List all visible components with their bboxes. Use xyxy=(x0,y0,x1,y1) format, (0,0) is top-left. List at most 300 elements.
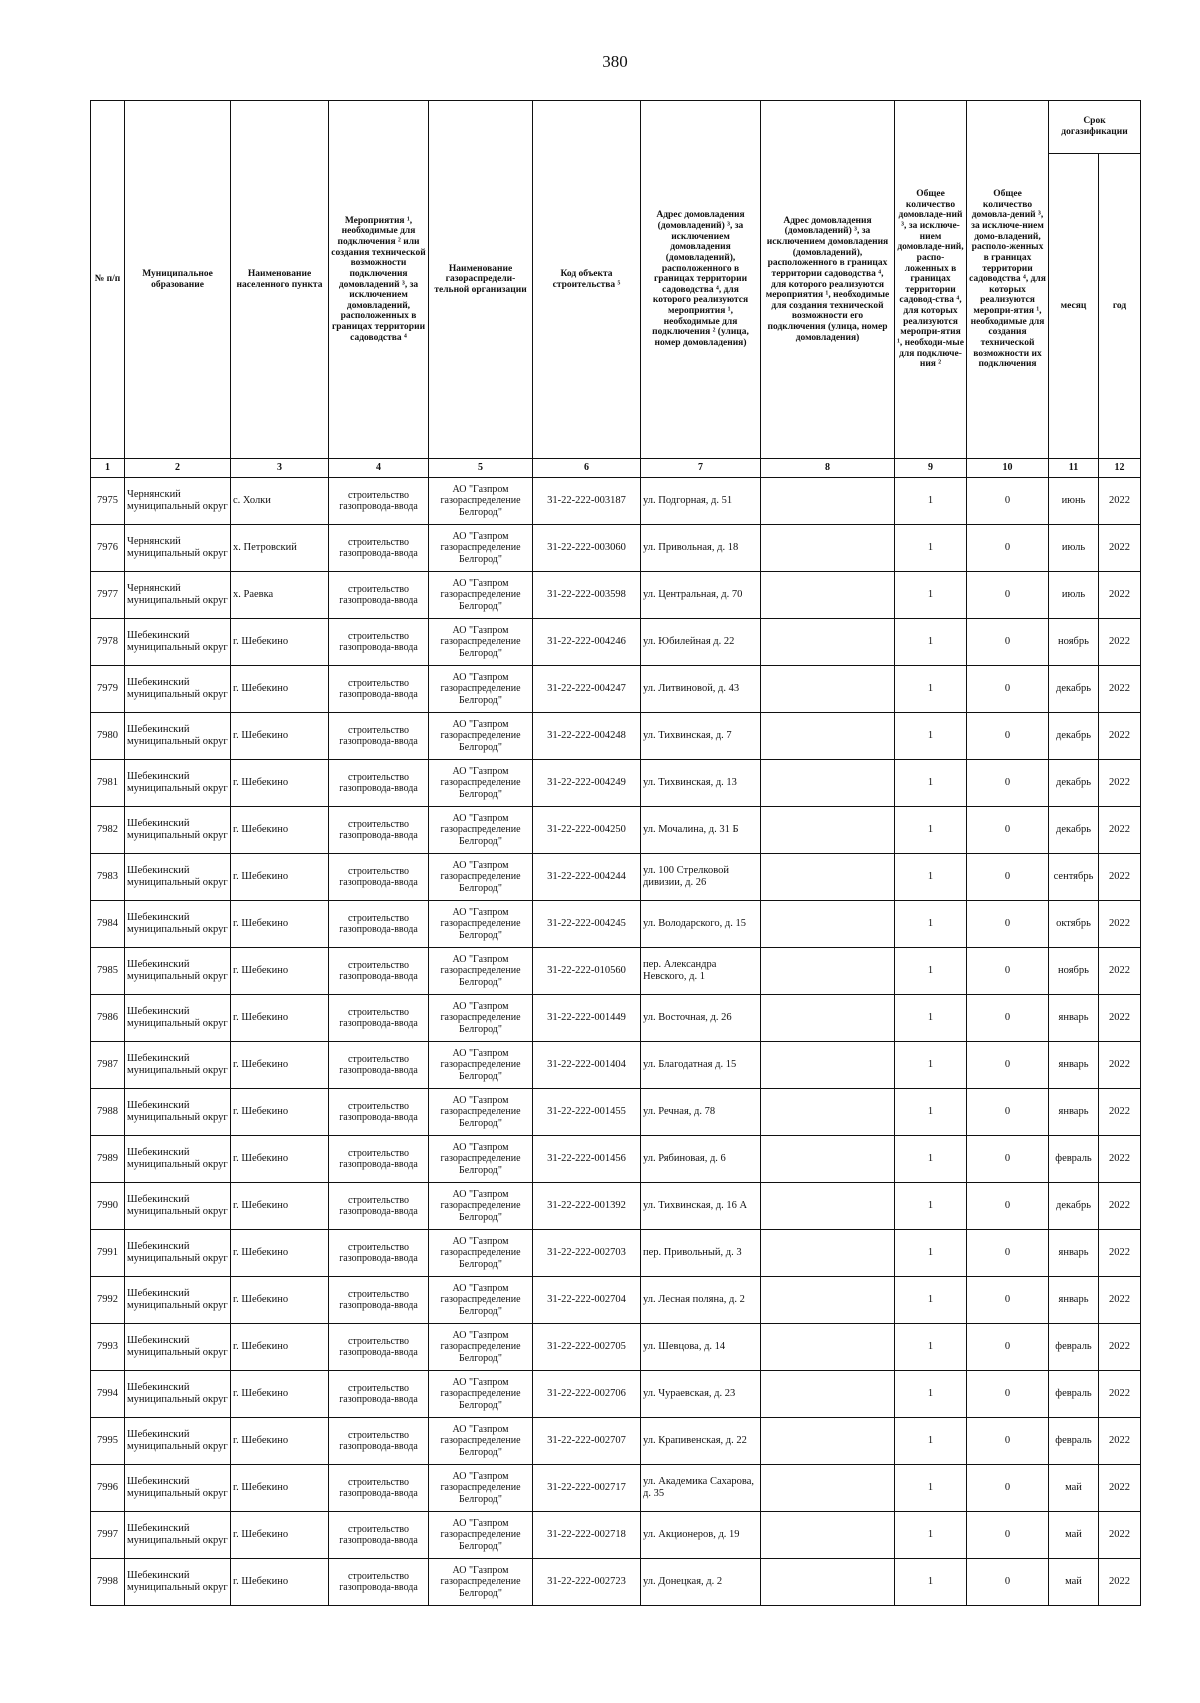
header-address: Адрес домовладения (домовладений) ³, за исключением домовладения (домовладений), расположенного в границах территории садоводства ⁴, для которого реализуются мероприятия ¹, необходимые для подключения ² (улица, номер домовладения) xyxy=(641,101,761,459)
month-cell: май xyxy=(1049,1512,1099,1559)
total-conn-cell: 1 xyxy=(895,1183,967,1230)
object-code-cell: 31-22-222-002717 xyxy=(533,1465,641,1512)
header-address-tech: Адрес домовладения (домовладений) ³, за исключением домовладения (домовладений), расположенного в границах территории садоводства ⁴, для которого реализуются мероприятия ¹, необходимые для создания технической возможности его подключения (улица, номер домовладения) xyxy=(761,101,895,459)
column-number: 8 xyxy=(761,459,895,478)
total-tech-cell: 0 xyxy=(967,1277,1049,1324)
total-conn-cell: 1 xyxy=(895,854,967,901)
municipality-cell: Шебекинский муниципальный округ xyxy=(125,854,231,901)
table-row xyxy=(91,1089,1141,1136)
org-cell: АО "Газпром газораспределение Белгород" xyxy=(429,995,533,1042)
row-number: 7984 xyxy=(91,901,125,948)
settlement-cell: г. Шебекино xyxy=(231,1324,329,1371)
column-number-row xyxy=(91,459,1141,478)
settlement-cell: с. Холки xyxy=(231,478,329,525)
row-number: 7998 xyxy=(91,1559,125,1606)
address-cell: ул. Рябиновая, д. 6 xyxy=(641,1136,761,1183)
address-tech-cell xyxy=(761,854,895,901)
measures-cell: строительство газопровода-ввода xyxy=(329,1465,429,1512)
org-cell: АО "Газпром газораспределение Белгород" xyxy=(429,1089,533,1136)
gasification-table xyxy=(90,100,1141,1606)
object-code-cell: 31-22-222-004246 xyxy=(533,619,641,666)
total-conn-cell: 1 xyxy=(895,948,967,995)
org-cell: АО "Газпром газораспределение Белгород" xyxy=(429,807,533,854)
org-cell: АО "Газпром газораспределение Белгород" xyxy=(429,948,533,995)
object-code-cell: 31-22-222-001392 xyxy=(533,1183,641,1230)
header-code: Код объекта строительства ⁵ xyxy=(533,101,641,459)
table-row xyxy=(91,760,1141,807)
address-tech-cell xyxy=(761,1371,895,1418)
row-number: 7979 xyxy=(91,666,125,713)
settlement-cell: г. Шебекино xyxy=(231,619,329,666)
address-cell: пер. Александра Невского, д. 1 xyxy=(641,948,761,995)
settlement-cell: г. Шебекино xyxy=(231,948,329,995)
total-tech-cell: 0 xyxy=(967,1183,1049,1230)
org-cell: АО "Газпром газораспределение Белгород" xyxy=(429,619,533,666)
object-code-cell: 31-22-222-004245 xyxy=(533,901,641,948)
measures-cell: строительство газопровода-ввода xyxy=(329,995,429,1042)
year-cell: 2022 xyxy=(1099,1230,1141,1277)
settlement-cell: х. Петровский xyxy=(231,525,329,572)
year-cell: 2022 xyxy=(1099,807,1141,854)
table-row xyxy=(91,713,1141,760)
month-cell: сентябрь xyxy=(1049,854,1099,901)
table-row xyxy=(91,901,1141,948)
measures-cell: строительство газопровода-ввода xyxy=(329,619,429,666)
table-row xyxy=(91,1324,1141,1371)
object-code-cell: 31-22-222-002706 xyxy=(533,1371,641,1418)
column-number: 5 xyxy=(429,459,533,478)
municipality-cell: Шебекинский муниципальный округ xyxy=(125,948,231,995)
measures-cell: строительство газопровода-ввода xyxy=(329,1277,429,1324)
org-cell: АО "Газпром газораспределение Белгород" xyxy=(429,1230,533,1277)
org-cell: АО "Газпром газораспределение Белгород" xyxy=(429,1324,533,1371)
column-number: 7 xyxy=(641,459,761,478)
month-cell: январь xyxy=(1049,1230,1099,1277)
total-conn-cell: 1 xyxy=(895,1559,967,1606)
settlement-cell: х. Раевка xyxy=(231,572,329,619)
total-conn-cell: 1 xyxy=(895,1089,967,1136)
row-number: 7985 xyxy=(91,948,125,995)
object-code-cell: 31-22-222-001449 xyxy=(533,995,641,1042)
month-cell: февраль xyxy=(1049,1371,1099,1418)
address-tech-cell xyxy=(761,807,895,854)
org-cell: АО "Газпром газораспределение Белгород" xyxy=(429,1465,533,1512)
total-tech-cell: 0 xyxy=(967,807,1049,854)
object-code-cell: 31-22-222-004250 xyxy=(533,807,641,854)
address-cell: ул. Восточная, д. 26 xyxy=(641,995,761,1042)
measures-cell: строительство газопровода-ввода xyxy=(329,1042,429,1089)
address-cell: ул. Мочалина, д. 31 Б xyxy=(641,807,761,854)
municipality-cell: Шебекинский муниципальный округ xyxy=(125,1042,231,1089)
month-cell: декабрь xyxy=(1049,760,1099,807)
total-tech-cell: 0 xyxy=(967,1465,1049,1512)
municipality-cell: Шебекинский муниципальный округ xyxy=(125,1324,231,1371)
address-tech-cell xyxy=(761,1042,895,1089)
row-number: 7988 xyxy=(91,1089,125,1136)
total-conn-cell: 1 xyxy=(895,525,967,572)
settlement-cell: г. Шебекино xyxy=(231,713,329,760)
object-code-cell: 31-22-222-002704 xyxy=(533,1277,641,1324)
measures-cell: строительство газопровода-ввода xyxy=(329,1230,429,1277)
settlement-cell: г. Шебекино xyxy=(231,1371,329,1418)
year-cell: 2022 xyxy=(1099,1136,1141,1183)
table-row xyxy=(91,1559,1141,1606)
address-cell: ул. Тихвинская, д. 7 xyxy=(641,713,761,760)
org-cell: АО "Газпром газораспределение Белгород" xyxy=(429,854,533,901)
column-number: 1 xyxy=(91,459,125,478)
month-cell: июнь xyxy=(1049,478,1099,525)
header-year: год xyxy=(1099,154,1141,459)
table-row xyxy=(91,1136,1141,1183)
table-row xyxy=(91,572,1141,619)
org-cell: АО "Газпром газораспределение Белгород" xyxy=(429,572,533,619)
settlement-cell: г. Шебекино xyxy=(231,1512,329,1559)
year-cell: 2022 xyxy=(1099,854,1141,901)
address-tech-cell xyxy=(761,948,895,995)
address-tech-cell xyxy=(761,760,895,807)
month-cell: июль xyxy=(1049,572,1099,619)
municipality-cell: Шебекинский муниципальный округ xyxy=(125,1465,231,1512)
year-cell: 2022 xyxy=(1099,1183,1141,1230)
measures-cell: строительство газопровода-ввода xyxy=(329,525,429,572)
month-cell: ноябрь xyxy=(1049,619,1099,666)
address-cell: ул. Привольная, д. 18 xyxy=(641,525,761,572)
address-cell: пер. Привольный, д. 3 xyxy=(641,1230,761,1277)
settlement-cell: г. Шебекино xyxy=(231,1042,329,1089)
month-cell: май xyxy=(1049,1465,1099,1512)
total-conn-cell: 1 xyxy=(895,478,967,525)
settlement-cell: г. Шебекино xyxy=(231,995,329,1042)
year-cell: 2022 xyxy=(1099,1512,1141,1559)
municipality-cell: Шебекинский муниципальный округ xyxy=(125,713,231,760)
address-tech-cell xyxy=(761,995,895,1042)
municipality-cell: Шебекинский муниципальный округ xyxy=(125,1371,231,1418)
table-row xyxy=(91,1465,1141,1512)
municipality-cell: Шебекинский муниципальный округ xyxy=(125,619,231,666)
org-cell: АО "Газпром газораспределение Белгород" xyxy=(429,1371,533,1418)
total-tech-cell: 0 xyxy=(967,948,1049,995)
total-tech-cell: 0 xyxy=(967,1230,1049,1277)
header-total-conn: Общее количество домовладе-ний ³, за исключе-нием домовладе-ний, распо-ложенных в границах территории садовод-ства ⁴, для которых реализуются меропри-ятия ¹, необходи-мые для подключе-ния ² xyxy=(895,101,967,459)
municipality-cell: Шебекинский муниципальный округ xyxy=(125,1230,231,1277)
total-conn-cell: 1 xyxy=(895,1418,967,1465)
org-cell: АО "Газпром газораспределение Белгород" xyxy=(429,1183,533,1230)
row-number: 7990 xyxy=(91,1183,125,1230)
address-tech-cell xyxy=(761,1089,895,1136)
municipality-cell: Шебекинский муниципальный округ xyxy=(125,1559,231,1606)
object-code-cell: 31-22-222-003187 xyxy=(533,478,641,525)
org-cell: АО "Газпром газораспределение Белгород" xyxy=(429,713,533,760)
address-cell: ул. Подгорная, д. 51 xyxy=(641,478,761,525)
measures-cell: строительство газопровода-ввода xyxy=(329,478,429,525)
municipality-cell: Шебекинский муниципальный округ xyxy=(125,1089,231,1136)
settlement-cell: г. Шебекино xyxy=(231,807,329,854)
measures-cell: строительство газопровода-ввода xyxy=(329,1089,429,1136)
address-tech-cell xyxy=(761,619,895,666)
year-cell: 2022 xyxy=(1099,1559,1141,1606)
year-cell: 2022 xyxy=(1099,1324,1141,1371)
address-tech-cell xyxy=(761,1465,895,1512)
row-number: 7978 xyxy=(91,619,125,666)
measures-cell: строительство газопровода-ввода xyxy=(329,901,429,948)
month-cell: февраль xyxy=(1049,1136,1099,1183)
object-code-cell: 31-22-222-003060 xyxy=(533,525,641,572)
table-row xyxy=(91,995,1141,1042)
year-cell: 2022 xyxy=(1099,901,1141,948)
org-cell: АО "Газпром газораспределение Белгород" xyxy=(429,901,533,948)
org-cell: АО "Газпром газораспределение Белгород" xyxy=(429,1418,533,1465)
row-number: 7986 xyxy=(91,995,125,1042)
measures-cell: строительство газопровода-ввода xyxy=(329,1183,429,1230)
address-cell: ул. Речная, д. 78 xyxy=(641,1089,761,1136)
address-tech-cell xyxy=(761,478,895,525)
address-tech-cell xyxy=(761,1512,895,1559)
year-cell: 2022 xyxy=(1099,1465,1141,1512)
address-tech-cell xyxy=(761,1183,895,1230)
table-row xyxy=(91,478,1141,525)
total-tech-cell: 0 xyxy=(967,760,1049,807)
table-row xyxy=(91,525,1141,572)
total-conn-cell: 1 xyxy=(895,1277,967,1324)
measures-cell: строительство газопровода-ввода xyxy=(329,713,429,760)
measures-cell: строительство газопровода-ввода xyxy=(329,1512,429,1559)
total-tech-cell: 0 xyxy=(967,1418,1049,1465)
row-number: 7976 xyxy=(91,525,125,572)
object-code-cell: 31-22-222-004249 xyxy=(533,760,641,807)
table-row xyxy=(91,948,1141,995)
address-cell: ул. Крапивенская, д. 22 xyxy=(641,1418,761,1465)
table-row xyxy=(91,854,1141,901)
municipality-cell: Шебекинский муниципальный округ xyxy=(125,760,231,807)
month-cell: декабрь xyxy=(1049,666,1099,713)
header-row xyxy=(91,101,1141,154)
total-conn-cell: 1 xyxy=(895,760,967,807)
org-cell: АО "Газпром газораспределение Белгород" xyxy=(429,525,533,572)
month-cell: январь xyxy=(1049,1042,1099,1089)
address-tech-cell xyxy=(761,666,895,713)
address-tech-cell xyxy=(761,1277,895,1324)
total-tech-cell: 0 xyxy=(967,713,1049,760)
table-row xyxy=(91,1042,1141,1089)
object-code-cell: 31-22-222-002718 xyxy=(533,1512,641,1559)
year-cell: 2022 xyxy=(1099,948,1141,995)
row-number: 7993 xyxy=(91,1324,125,1371)
year-cell: 2022 xyxy=(1099,666,1141,713)
municipality-cell: Шебекинский муниципальный округ xyxy=(125,666,231,713)
address-cell: ул. Акционеров, д. 19 xyxy=(641,1512,761,1559)
total-tech-cell: 0 xyxy=(967,1512,1049,1559)
address-cell: ул. Чураевская, д. 23 xyxy=(641,1371,761,1418)
month-cell: декабрь xyxy=(1049,713,1099,760)
address-cell: ул. Благодатная д. 15 xyxy=(641,1042,761,1089)
measures-cell: строительство газопровода-ввода xyxy=(329,666,429,713)
year-cell: 2022 xyxy=(1099,760,1141,807)
total-tech-cell: 0 xyxy=(967,995,1049,1042)
measures-cell: строительство газопровода-ввода xyxy=(329,1418,429,1465)
address-cell: ул. Центральная, д. 70 xyxy=(641,572,761,619)
month-cell: январь xyxy=(1049,1089,1099,1136)
municipality-cell: Чернянский муниципальный округ xyxy=(125,572,231,619)
month-cell: октябрь xyxy=(1049,901,1099,948)
measures-cell: строительство газопровода-ввода xyxy=(329,760,429,807)
year-cell: 2022 xyxy=(1099,572,1141,619)
settlement-cell: г. Шебекино xyxy=(231,1230,329,1277)
object-code-cell: 31-22-222-003598 xyxy=(533,572,641,619)
org-cell: АО "Газпром газораспределение Белгород" xyxy=(429,1277,533,1324)
address-tech-cell xyxy=(761,572,895,619)
header-municipality: Муниципальное образование xyxy=(125,101,231,459)
year-cell: 2022 xyxy=(1099,525,1141,572)
header-settlement: Наименование населенного пункта xyxy=(231,101,329,459)
measures-cell: строительство газопровода-ввода xyxy=(329,1324,429,1371)
header-measures: Мероприятия ¹, необходимые для подключения ² или создания технической возможности подключения домовладений ³, за исключением домовладений, расположенных в границах территории садоводства ⁴ xyxy=(329,101,429,459)
year-cell: 2022 xyxy=(1099,1042,1141,1089)
address-tech-cell xyxy=(761,1230,895,1277)
table-row xyxy=(91,1418,1141,1465)
row-number: 7989 xyxy=(91,1136,125,1183)
address-cell: ул. Тихвинская, д. 16 А xyxy=(641,1183,761,1230)
address-cell: ул. Шевцова, д. 14 xyxy=(641,1324,761,1371)
table-row xyxy=(91,1183,1141,1230)
total-conn-cell: 1 xyxy=(895,807,967,854)
table-row xyxy=(91,807,1141,854)
object-code-cell: 31-22-222-004244 xyxy=(533,854,641,901)
table-row xyxy=(91,1371,1141,1418)
address-tech-cell xyxy=(761,1418,895,1465)
total-tech-cell: 0 xyxy=(967,619,1049,666)
address-tech-cell xyxy=(761,1559,895,1606)
org-cell: АО "Газпром газораспределение Белгород" xyxy=(429,1042,533,1089)
column-number: 6 xyxy=(533,459,641,478)
object-code-cell: 31-22-222-002707 xyxy=(533,1418,641,1465)
row-number: 7991 xyxy=(91,1230,125,1277)
total-tech-cell: 0 xyxy=(967,1136,1049,1183)
column-number: 11 xyxy=(1049,459,1099,478)
month-cell: ноябрь xyxy=(1049,948,1099,995)
year-cell: 2022 xyxy=(1099,619,1141,666)
municipality-cell: Шебекинский муниципальный округ xyxy=(125,901,231,948)
total-tech-cell: 0 xyxy=(967,1042,1049,1089)
settlement-cell: г. Шебекино xyxy=(231,760,329,807)
month-cell: июль xyxy=(1049,525,1099,572)
table-body xyxy=(91,478,1141,1606)
total-conn-cell: 1 xyxy=(895,1512,967,1559)
table-row xyxy=(91,1230,1141,1277)
object-code-cell: 31-22-222-002705 xyxy=(533,1324,641,1371)
municipality-cell: Чернянский муниципальный округ xyxy=(125,478,231,525)
org-cell: АО "Газпром газораспределение Белгород" xyxy=(429,1136,533,1183)
year-cell: 2022 xyxy=(1099,995,1141,1042)
page-number: 380 xyxy=(602,52,628,71)
year-cell: 2022 xyxy=(1099,1089,1141,1136)
measures-cell: строительство газопровода-ввода xyxy=(329,807,429,854)
total-tech-cell: 0 xyxy=(967,572,1049,619)
column-number: 4 xyxy=(329,459,429,478)
total-tech-cell: 0 xyxy=(967,1089,1049,1136)
municipality-cell: Чернянский муниципальный округ xyxy=(125,525,231,572)
row-number: 7997 xyxy=(91,1512,125,1559)
total-tech-cell: 0 xyxy=(967,854,1049,901)
address-cell: ул. Тихвинская, д. 13 xyxy=(641,760,761,807)
total-conn-cell: 1 xyxy=(895,572,967,619)
settlement-cell: г. Шебекино xyxy=(231,1277,329,1324)
measures-cell: строительство газопровода-ввода xyxy=(329,572,429,619)
total-conn-cell: 1 xyxy=(895,1230,967,1277)
header-num: № п/п xyxy=(91,101,125,459)
row-number: 7992 xyxy=(91,1277,125,1324)
municipality-cell: Шебекинский муниципальный округ xyxy=(125,807,231,854)
total-conn-cell: 1 xyxy=(895,1042,967,1089)
year-cell: 2022 xyxy=(1099,1418,1141,1465)
object-code-cell: 31-22-222-002703 xyxy=(533,1230,641,1277)
total-tech-cell: 0 xyxy=(967,666,1049,713)
total-conn-cell: 1 xyxy=(895,1371,967,1418)
org-cell: АО "Газпром газораспределение Белгород" xyxy=(429,1512,533,1559)
object-code-cell: 31-22-222-004248 xyxy=(533,713,641,760)
address-cell: ул. Юбилейная д. 22 xyxy=(641,619,761,666)
total-conn-cell: 1 xyxy=(895,995,967,1042)
month-cell: февраль xyxy=(1049,1324,1099,1371)
measures-cell: строительство газопровода-ввода xyxy=(329,1136,429,1183)
measures-cell: строительство газопровода-ввода xyxy=(329,854,429,901)
total-tech-cell: 0 xyxy=(967,901,1049,948)
address-cell: ул. 100 Стрелковой дивизии, д. 26 xyxy=(641,854,761,901)
object-code-cell: 31-22-222-001404 xyxy=(533,1042,641,1089)
month-cell: январь xyxy=(1049,995,1099,1042)
row-number: 7975 xyxy=(91,478,125,525)
address-tech-cell xyxy=(761,1324,895,1371)
month-cell: февраль xyxy=(1049,1418,1099,1465)
header-term: Срок догазификации xyxy=(1049,101,1141,154)
total-tech-cell: 0 xyxy=(967,478,1049,525)
settlement-cell: г. Шебекино xyxy=(231,1136,329,1183)
settlement-cell: г. Шебекино xyxy=(231,1465,329,1512)
year-cell: 2022 xyxy=(1099,713,1141,760)
total-conn-cell: 1 xyxy=(895,619,967,666)
table-row xyxy=(91,619,1141,666)
row-number: 7977 xyxy=(91,572,125,619)
settlement-cell: г. Шебекино xyxy=(231,1089,329,1136)
total-tech-cell: 0 xyxy=(967,1371,1049,1418)
address-cell: ул. Литвиновой, д. 43 xyxy=(641,666,761,713)
municipality-cell: Шебекинский муниципальный округ xyxy=(125,1136,231,1183)
month-cell: май xyxy=(1049,1559,1099,1606)
total-tech-cell: 0 xyxy=(967,1324,1049,1371)
header-month: месяц xyxy=(1049,154,1099,459)
column-number: 2 xyxy=(125,459,231,478)
object-code-cell: 31-22-222-002723 xyxy=(533,1559,641,1606)
month-cell: декабрь xyxy=(1049,1183,1099,1230)
address-tech-cell xyxy=(761,901,895,948)
settlement-cell: г. Шебекино xyxy=(231,666,329,713)
header-org: Наименование газораспредели-тельной организации xyxy=(429,101,533,459)
table-row xyxy=(91,666,1141,713)
municipality-cell: Шебекинский муниципальный округ xyxy=(125,1183,231,1230)
column-number: 3 xyxy=(231,459,329,478)
settlement-cell: г. Шебекино xyxy=(231,1418,329,1465)
settlement-cell: г. Шебекино xyxy=(231,901,329,948)
total-conn-cell: 1 xyxy=(895,1324,967,1371)
table-row xyxy=(91,1277,1141,1324)
municipality-cell: Шебекинский муниципальный округ xyxy=(125,1512,231,1559)
address-tech-cell xyxy=(761,713,895,760)
total-conn-cell: 1 xyxy=(895,1465,967,1512)
object-code-cell: 31-22-222-001456 xyxy=(533,1136,641,1183)
settlement-cell: г. Шебекино xyxy=(231,1183,329,1230)
month-cell: декабрь xyxy=(1049,807,1099,854)
header-total-tech: Общее количество домовла-дений ³, за исключе-нием домо-владений, располо-женных в границах территории садоводства ⁴, для которых реализуются меропри-ятия ¹, необходимые для создания технической возможности их подключения xyxy=(967,101,1049,459)
settlement-cell: г. Шебекино xyxy=(231,854,329,901)
